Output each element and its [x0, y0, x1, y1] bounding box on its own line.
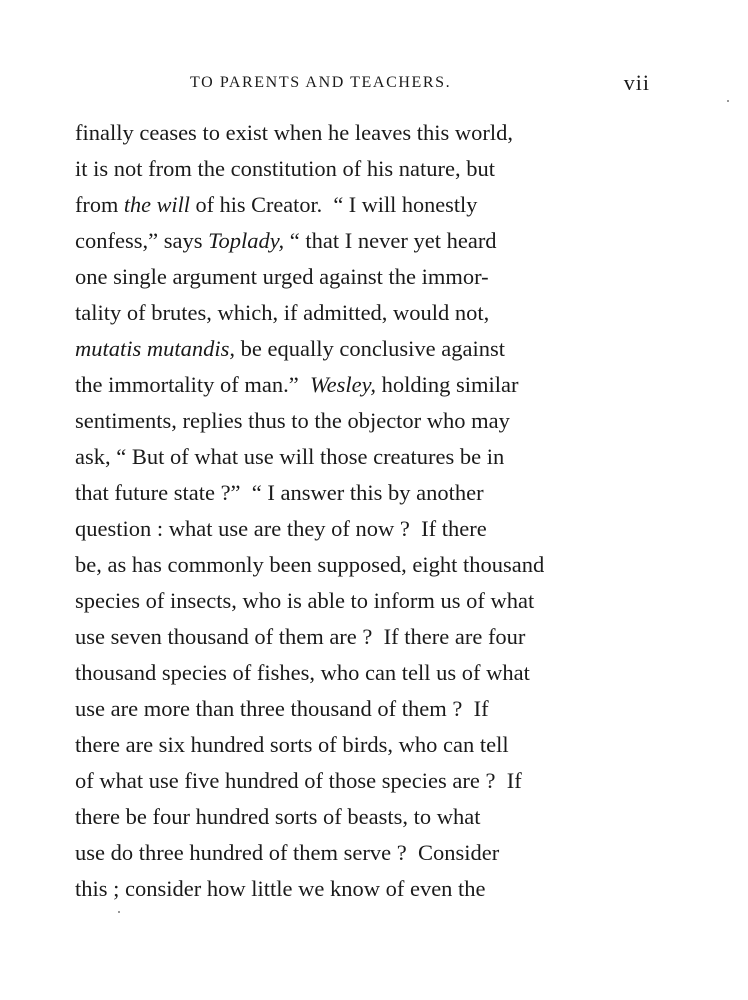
text-segment: thousand species of fishes, who can tell us of what	[75, 660, 530, 685]
text-line	[75, 511, 650, 547]
text-line	[75, 547, 650, 583]
text-segment: ask, “ But of what use will those creatures be in	[75, 444, 505, 469]
text-segment: question : what use are they of now ? If there	[75, 516, 487, 541]
italic-text: mutatis mutandis,	[75, 336, 236, 361]
text-segment: “ that I never yet heard	[284, 228, 497, 253]
text-segment: there be four hundred sorts of beasts, to what	[75, 804, 481, 829]
body-text	[75, 115, 650, 907]
text-segment: it is not from the constitution of his nature, but	[75, 156, 495, 181]
text-line	[75, 259, 650, 295]
text-line	[75, 439, 650, 475]
text-line	[75, 331, 650, 367]
text-line	[75, 583, 650, 619]
text-segment: that future state ?” “ I answer this by another	[75, 480, 484, 505]
paper-speck	[118, 911, 120, 913]
text-segment: sentiments, replies thus to the objector who may	[75, 408, 510, 433]
text-segment: use do three hundred of them serve ? Consider	[75, 840, 500, 865]
running-header	[75, 70, 650, 98]
text-segment: finally ceases to exist when he leaves this world,	[75, 120, 514, 145]
text-line	[75, 223, 650, 259]
text-line	[75, 151, 650, 187]
text-line	[75, 871, 650, 907]
text-segment: the immortality of man.”	[75, 372, 310, 397]
text-segment: tality of brutes, which, if admitted, would not,	[75, 300, 490, 325]
text-line	[75, 295, 650, 331]
italic-text: Wesley,	[309, 372, 376, 397]
text-segment: there are six hundred sorts of birds, who can tell	[75, 732, 509, 757]
text-line	[75, 655, 650, 691]
text-line	[75, 619, 650, 655]
text-line	[75, 115, 650, 151]
text-line	[75, 799, 650, 835]
text-segment: species of insects, who is able to inform us of what	[75, 588, 535, 613]
text-segment: use are more than three thousand of them ? If	[75, 696, 489, 721]
running-title: TO PARENTS AND TEACHERS.	[190, 74, 452, 91]
text-segment: holding similar	[375, 372, 519, 397]
text-line	[75, 727, 650, 763]
italic-text: Toplady,	[208, 228, 285, 253]
text-segment: from	[75, 192, 124, 217]
text-segment: use seven thousand of them are ? If there are four	[75, 624, 526, 649]
text-segment: be, as has commonly been supposed, eight thousand	[75, 552, 545, 577]
text-line	[75, 475, 650, 511]
italic-text: the will	[123, 192, 190, 217]
text-segment: this ; consider how little we know of even the	[75, 876, 486, 901]
text-line	[75, 763, 650, 799]
text-line	[75, 403, 650, 439]
text-segment: be equally conclusive against	[235, 336, 505, 361]
text-line	[75, 187, 650, 223]
text-segment: of what use five hundred of those species are ? If	[75, 768, 522, 793]
page-number: vii	[623, 70, 650, 95]
text-line	[75, 367, 650, 403]
text-line	[75, 835, 650, 871]
text-segment: one single argument urged against the immor-	[75, 264, 489, 289]
text-line	[75, 691, 650, 727]
paper-speck	[727, 100, 729, 102]
text-segment: confess,” says	[75, 228, 209, 253]
text-segment: of his Creator. “ I will honestly	[189, 192, 478, 217]
